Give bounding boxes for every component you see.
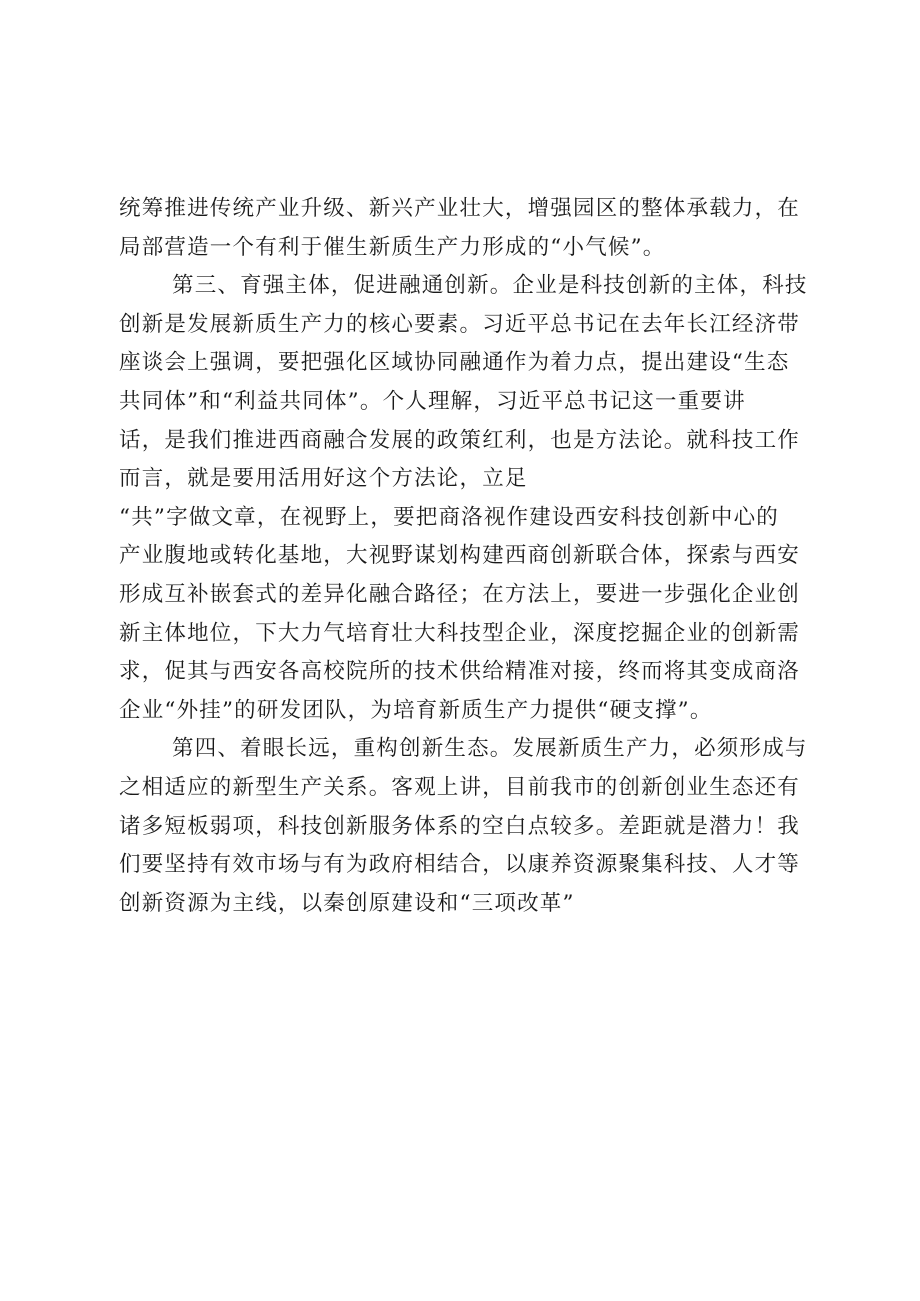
text-line: 们要坚持有效市场与有为政府相结合，以康养资源聚集科技、人才等 <box>119 852 801 878</box>
text-line: 创新是发展新质生产力的核心要素。习近平总书记在去年长江经济带 <box>119 311 801 337</box>
text-line: 求，促其与西安各高校院所的技术供给精准对接，终而将其变成商洛 <box>119 659 801 685</box>
text-line: 统筹推进传统产业升级、新兴产业壮大，增强园区的整体承载力，在 <box>119 196 801 221</box>
text-line: 形成互补嵌套式的差异化融合路径；在方法上，要进一步强化企业创 <box>119 581 801 607</box>
text-line: 而言，就是要用活用好这个方法论，立足 <box>119 466 528 492</box>
text-line: 局部营造一个有利于催生新质生产力形成的“小气候”。 <box>119 234 666 260</box>
text-line: 第三、育强主体，促进融通创新。企业是科技创新的主体，科技 <box>172 273 808 299</box>
text-line: 第四、着眼长远，重构创新生态。发展新质生产力，必须形成与 <box>172 736 808 762</box>
text-line: 产业腹地或转化基地，大视野谋划构建西商创新联合体，探索与西安 <box>119 543 801 569</box>
text-line: 共同体”和“利益共同体”。个人理解，习近平总书记这一重要讲 <box>119 388 746 414</box>
text-line: 座谈会上强调，要把强化区域协同融通作为着力点，提出建设“生态 <box>119 350 790 376</box>
text-line: 企业“外挂”的研发团队，为培育新质生产力提供“硬支撑”。 <box>119 697 713 723</box>
text-line: 新主体地位，下大力气培育壮大科技型企业，深度挖掘企业的创新需 <box>119 620 801 646</box>
body-text <box>119 190 819 923</box>
text-line: 话，是我们推进西商融合发展的政策红利，也是方法论。就科技工作 <box>119 427 801 453</box>
text-line: 之相适应的新型生产关系。客观上讲，目前我市的创新创业生态还有 <box>119 774 801 800</box>
text-line: 诸多短板弱项，科技创新服务体系的空白点较多。差距就是潜力！我 <box>119 813 801 839</box>
text-line: 创新资源为主线，以秦创原建设和“三项改革” <box>119 890 575 916</box>
text-line: “共”字做文章，在视野上，要把商洛视作建设西安科技创新中心的 <box>119 504 779 530</box>
